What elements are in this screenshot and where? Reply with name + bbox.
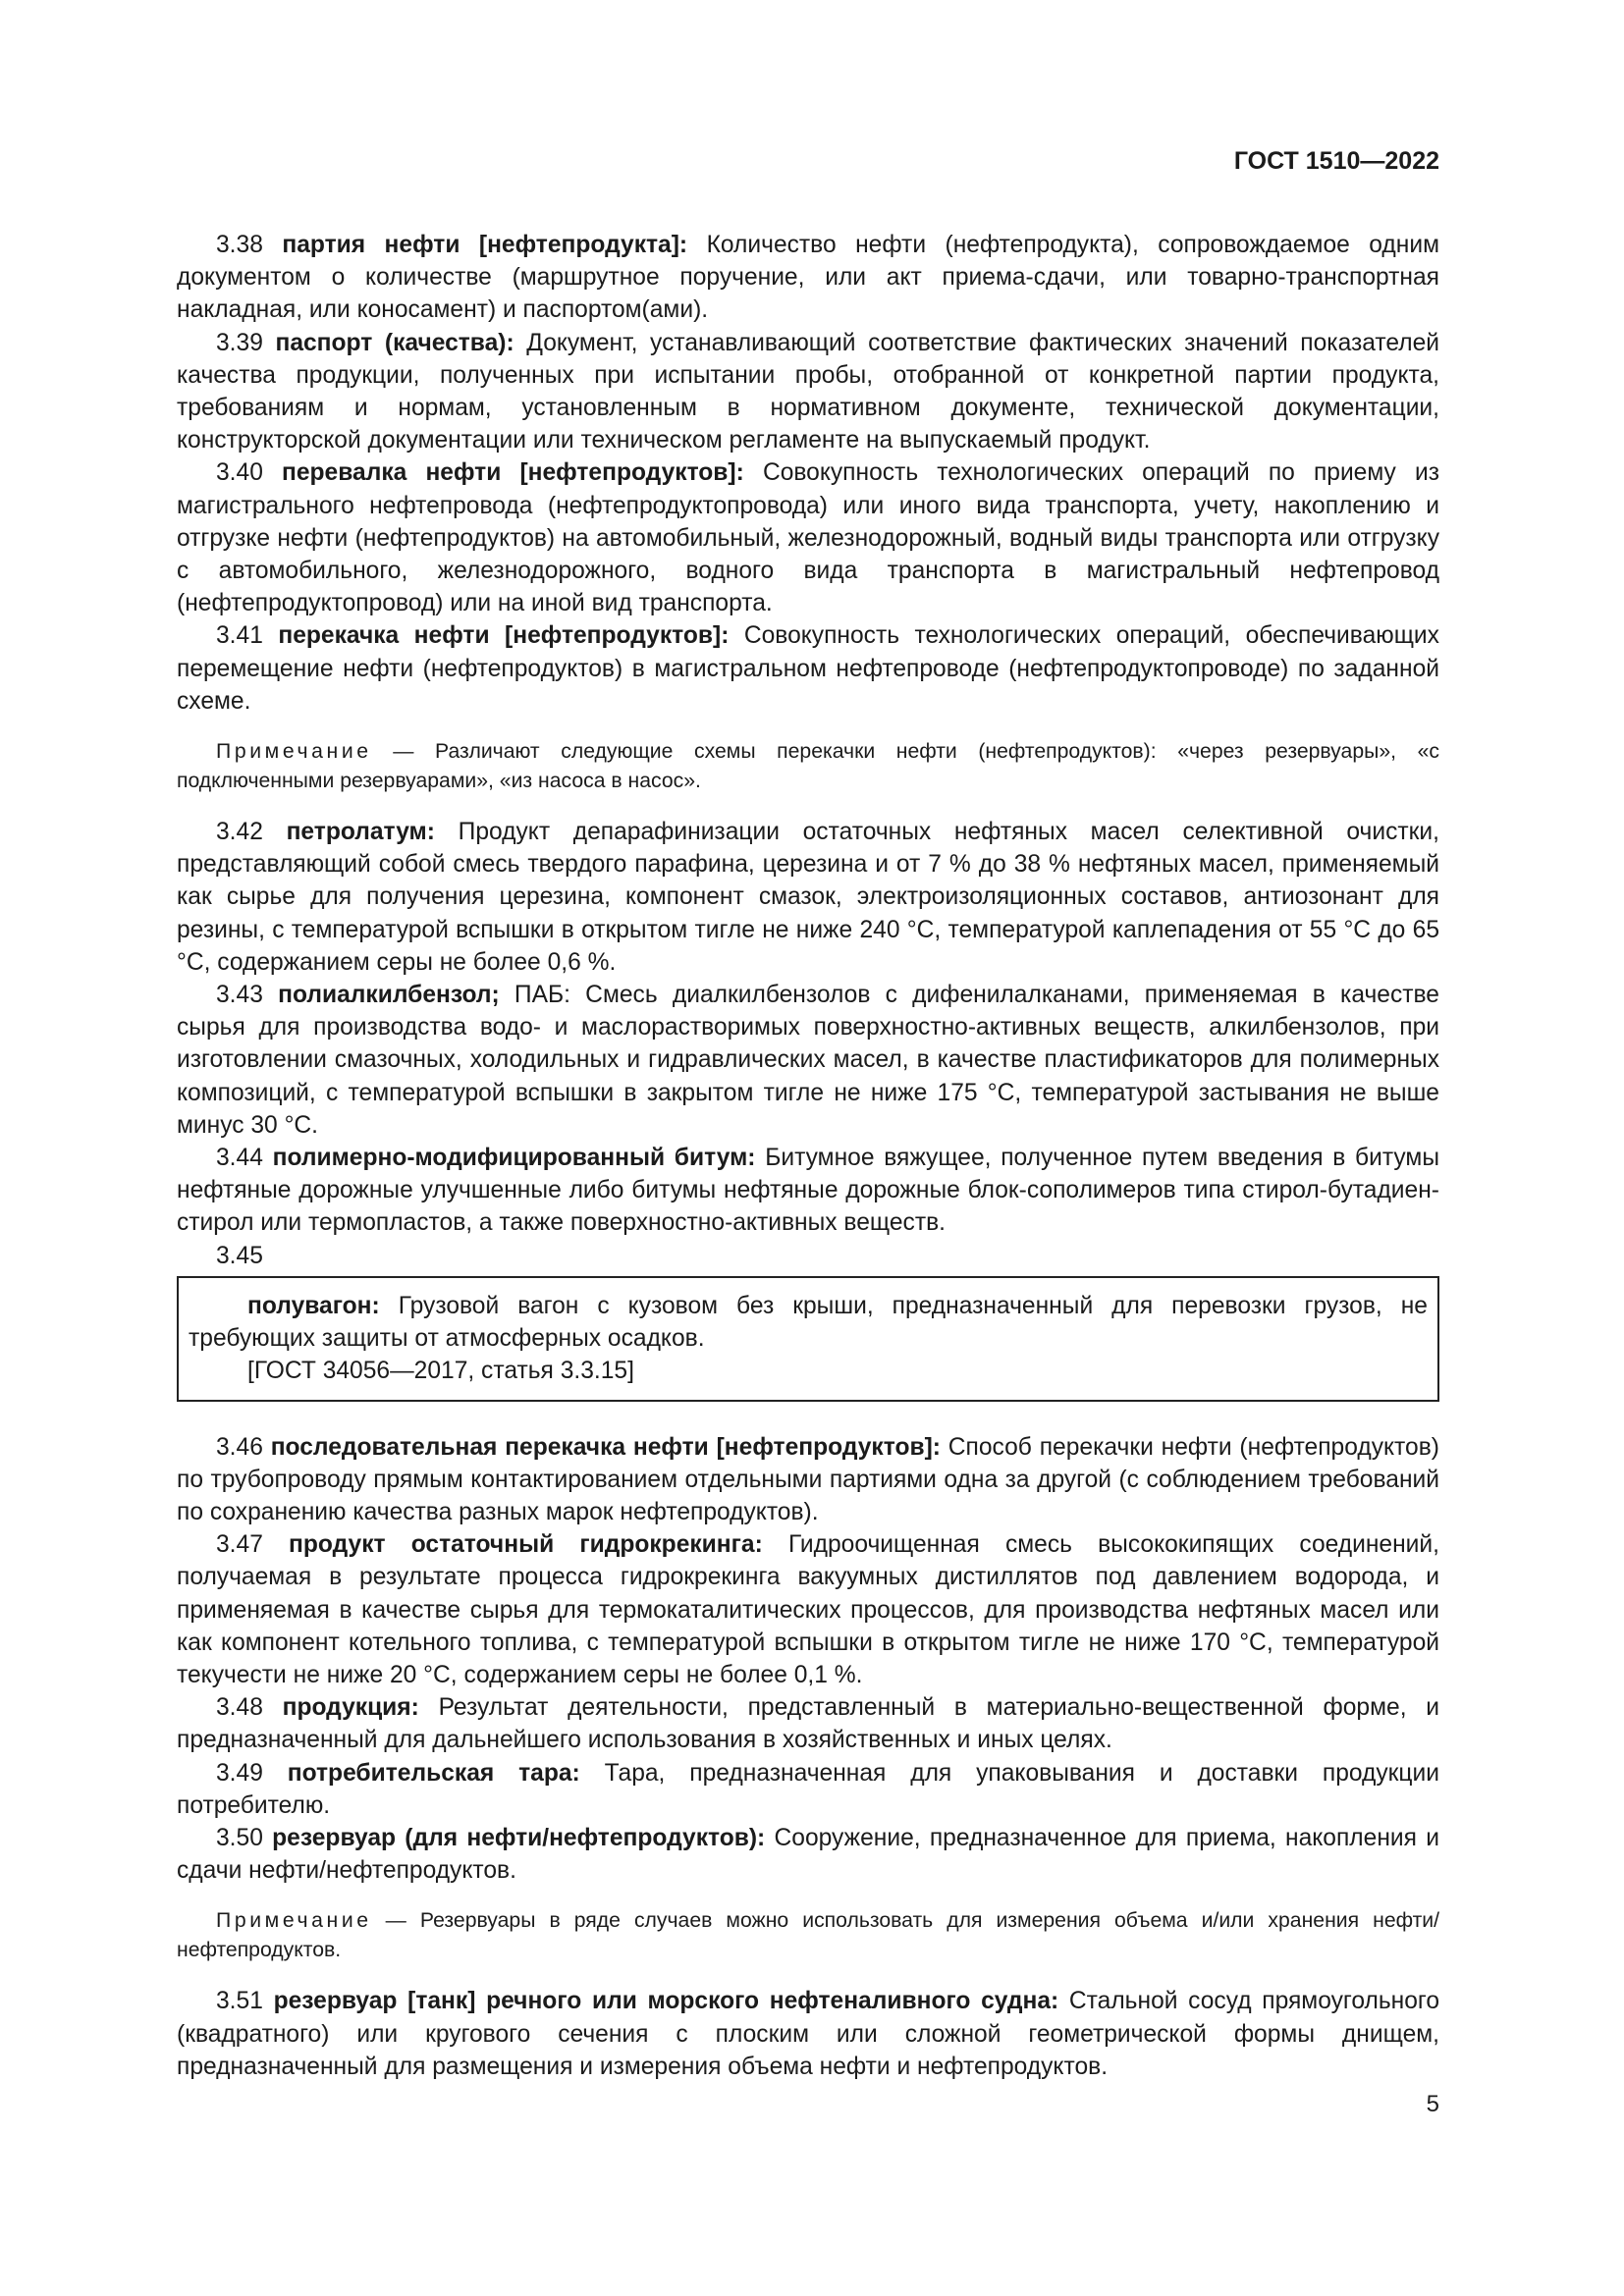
entry-term: перекачка нефти [нефтепродуктов]:: [278, 622, 730, 650]
entry-text: Совокупность технологических операций, обеспечивающих перемещение нефти (нефтепродуктов) в магистральном нефтепроводе (нефтепродуктопроводе) по заданной схеме.: [177, 622, 1439, 715]
entry-text: Сооружение, предназначенное для приема, накопления и сдачи нефти/нефтепродуктов.: [177, 1824, 1439, 1885]
entry-term: потребительская тара:: [287, 1759, 580, 1787]
definition-entry: [177, 229, 1439, 327]
entry-text: ПАБ: Смесь диалкилбензолов с дифенилалканами, применяемая в качестве сырья для производства водо- и маслорастворимых поверхностно-активных веществ, алкилбензолов, при изготовлении смазочных, холодильных и гидравлических масел, в качестве пластификаторов для полимерных композиций, с температурой вспышки в закрытом тигле не ниже 175 °С, температурой застывания не выше минус 30 °С.: [177, 982, 1439, 1139]
note-text: — Резервуары в ряде случаев можно использовать для измерения объема и/или хранения нефти/нефтепродуктов.: [177, 1909, 1439, 1962]
document-id-header: ГОСТ 1510—2022: [1233, 147, 1439, 175]
note-text: — Различают следующие схемы перекачки нефти (нефтепродуктов): «через резервуары», «с подключенными резервуарами», «из насоса в насос».: [177, 740, 1439, 793]
entry-number: 3.46: [216, 1433, 263, 1461]
note-paragraph: [177, 737, 1439, 796]
entry-term: полиалкилбензол;: [278, 982, 500, 1009]
entry-text: Количество нефти (нефтепродукта), сопровождаемое одним документом о количестве (маршрутное поручение, или акт приема-сдачи, или товарно-транспортная накладная, или коносамент) и паспортом(ами).: [177, 232, 1439, 324]
entry-term: полимерно-модифицированный битум:: [272, 1145, 756, 1172]
entry-text: Документ, устанавливающий соответствие фактических значений показателей качества продукции, полученных при испытании пробы, отобранной от конкретной партии продукта, требованиям и нормам, установленным в нормативном документе, технической документации, конструкторской документации или техническом регламенте на выпускаемый продукт.: [177, 329, 1439, 454]
boxed-definition: [189, 1290, 1428, 1355]
definition-entry: [177, 1757, 1439, 1822]
entry-text: Продукт депарафинизации остаточных нефтяных масел селективной очистки, представляющий собой смесь твердого парафина, церезина и от 7 % до 38 % нефтяных масел, применяемый как сырье для получения церезина, компонент смазок, электроизоляционных составов, антиозонант для резины, с температурой вспышки в открытом тигле не ниже 240 °С, температурой каплепадения от 55 °С до 65 °С, содержанием серы не более 0,6 %.: [177, 819, 1439, 976]
entry-text: Способ перекачки нефти (нефтепродуктов) по трубопроводу прямым контактированием отдельными партиями одна за другой (с соблюдением требований по сохранению качества разных марок нефтепродуктов).: [177, 1433, 1439, 1525]
entry-number: 3.38: [216, 232, 263, 258]
entry-term: продукт остаточный гидрокрекинга:: [289, 1531, 763, 1559]
definition-entry: [177, 1985, 1439, 2083]
definition-entry: [177, 456, 1439, 619]
entry-number-standalone: 3.45: [216, 1242, 263, 1269]
entry-text: Битумное вяжущее, полученное путем введения в битумы нефтяные дорожные улучшенные либо битумы нефтяные дорожные блок-сополимеров типа стирол-бутадиен-стирол или термопластов, а также поверхностно-активных веществ.: [177, 1145, 1440, 1237]
definition-entry: [177, 816, 1439, 979]
entry-term: резервуар (для нефти/нефтепродуктов):: [272, 1824, 766, 1851]
entry-term: продукция:: [282, 1694, 419, 1722]
definition-entry: [177, 1528, 1439, 1691]
entry-number: 3.41: [216, 622, 263, 650]
entry-number: 3.51: [216, 1988, 263, 2015]
entry-term: партия нефти [нефтепродукта]:: [282, 232, 688, 258]
quoted-definition-box: [177, 1276, 1439, 1402]
entry-term: последовательная перекачка нефти [нефтепродуктов]:: [270, 1433, 941, 1461]
entry-text: Гидроочищенная смесь высококипящих соединений, получаемая в результате процесса гидрокрекинга вакуумных дистиллятов под давлением водорода, и применяемая в качестве сырья для термокаталитических процессов, для производства нефтяных масел или как компонент котельного топлива, с температурой вспышки в открытом тигле не ниже 170 °С, температурой текучести не ниже 20 °С, содержанием серы не более 0,1 %.: [177, 1531, 1439, 1688]
entry-text: Стальной сосуд прямоугольного (квадратного) или кругового сечения с плоским или сложной геометрической формы днищем, предназначенный для размещения и измерения объема нефти и нефтепродуктов.: [177, 1988, 1439, 2080]
entry-text: Тара, предназначенная для упаковывания и доставки продукции потребителю.: [177, 1759, 1439, 1819]
entry-term: полувагон:: [247, 1292, 380, 1319]
definition-entry: [177, 979, 1439, 1142]
definition-entry: [177, 327, 1439, 457]
definitions-section: [177, 229, 1439, 2083]
definition-entry: [177, 619, 1439, 718]
definition-entry: [177, 1142, 1439, 1240]
note-label: Примечание: [216, 1909, 372, 1933]
definition-entry: [177, 1431, 1439, 1529]
note-paragraph: [177, 1906, 1439, 1965]
entry-number: 3.40: [216, 459, 263, 487]
entry-term: резервуар [танк] речного или морского нефтеналивного судна:: [273, 1988, 1059, 2015]
definition-entry: [177, 1822, 1439, 1887]
entry-number: 3.47: [216, 1531, 263, 1559]
note-label: Примечание: [216, 740, 372, 764]
entry-number: 3.42: [216, 819, 263, 846]
boxed-source-reference: [ГОСТ 34056—2017, статья 3.3.15]: [247, 1358, 634, 1385]
entry-number: 3.48: [216, 1694, 263, 1722]
page-number: 5: [1426, 2091, 1439, 2117]
entry-number: 3.43: [216, 982, 263, 1009]
entry-number: 3.50: [216, 1824, 263, 1851]
entry-number: 3.49: [216, 1759, 263, 1787]
entry-number: 3.39: [216, 329, 263, 356]
entry-text: Грузовой вагон с кузовом без крыши, предназначенный для перевозки грузов, не требующих защиты от атмосферных осадков.: [189, 1292, 1428, 1353]
entry-number: 3.44: [216, 1145, 263, 1172]
definition-entry: [177, 1691, 1439, 1756]
entry-term: перевалка нефти [нефтепродуктов]:: [282, 459, 744, 487]
entry-term: паспорт (качества):: [275, 329, 514, 356]
entry-text: Совокупность технологических операций по приему из магистрального нефтепровода (нефтепродуктопровода) или иного вида транспорта, учету, накоплению и отгрузке нефти (нефтепродуктов) на автомобильный, железнодорожный, водный виды транспорта или отгрузку с автомобильного, железнодорожного, водного вида транспорта в магистральный нефтепровод (нефтепродуктопровод) или на иной вид транспорта.: [177, 459, 1439, 617]
entry-text: Результат деятельности, представленный в материально-вещественной форме, и предназначенный для дальнейшего использования в хозяйственных и иных целях.: [177, 1694, 1439, 1754]
entry-term: петролатум:: [286, 819, 435, 846]
